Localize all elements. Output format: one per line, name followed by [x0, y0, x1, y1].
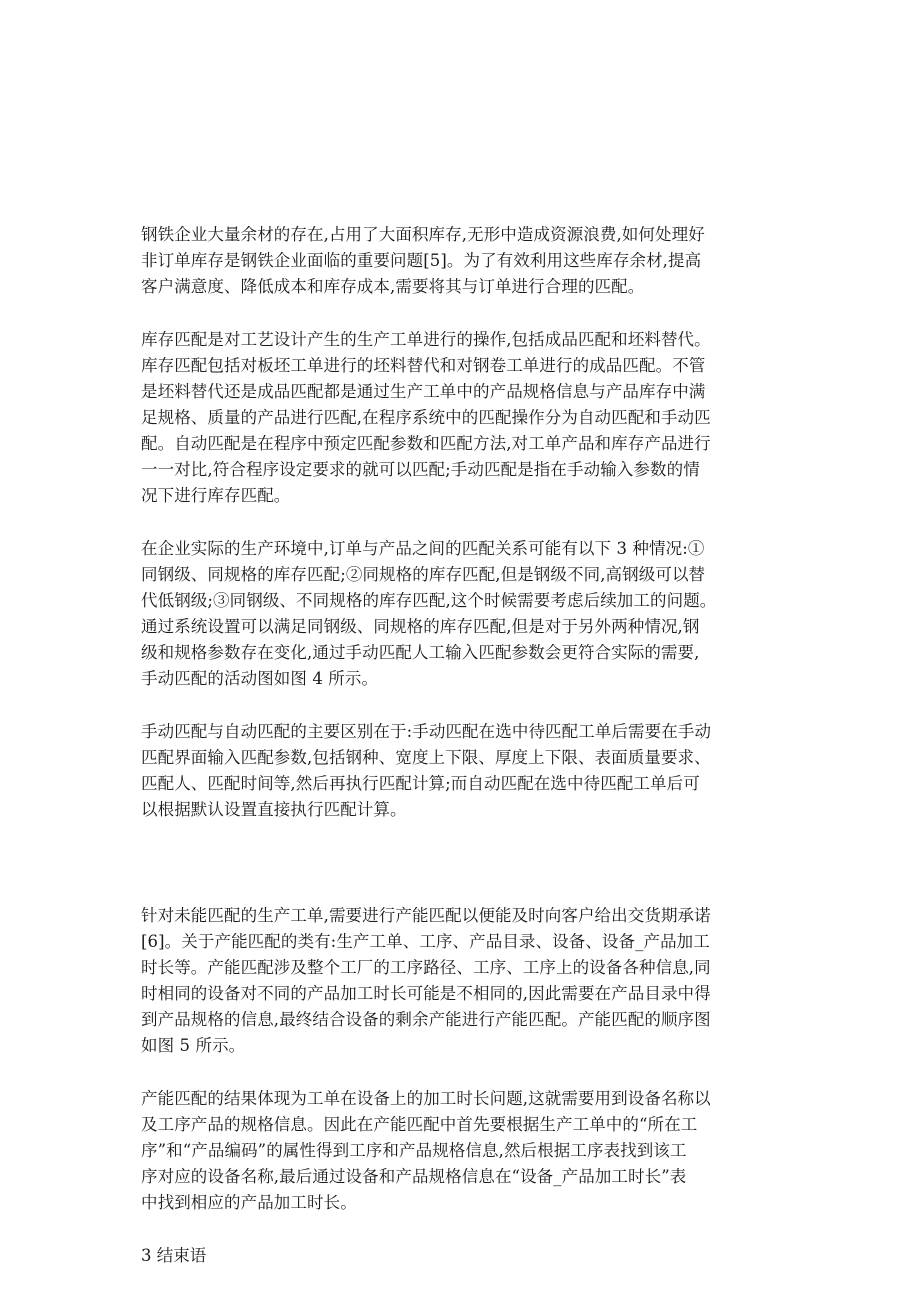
- text-line: 序”和“产品编码”的属性得到工序和产品规格信息,然后根据工序表找到该工: [141, 1141, 687, 1160]
- text-line: [6]。关于产能匹配的类有:生产工单、工序、产品目录、设备、设备_产品加工: [141, 932, 710, 951]
- text-line: 同钢级、同规格的库存匹配;②同规格的库存匹配,但是钢级不同,高钢级可以替: [141, 565, 706, 584]
- paragraph-gap: [141, 1216, 783, 1243]
- text-line: 时长等。产能匹配涉及整个工厂的工序路径、工序、工序上的设备各种信息,同: [141, 958, 711, 977]
- text-line: 是坯料替代还是成品匹配都是通过生产工单中的产品规格信息与产品库存中满: [141, 382, 706, 401]
- text-line: 针对未能匹配的生产工单,需要进行产能匹配以便能及时向客户给出交货期承诺: [141, 906, 711, 925]
- text-line: 况下进行库存匹配。: [141, 486, 291, 505]
- paragraph-gap: [141, 1059, 783, 1086]
- text-line: 一一对比,符合程序设定要求的就可以匹配;手动匹配是指在手动输入参数的情: [141, 460, 700, 479]
- paragraph-capacity-result: [141, 1086, 783, 1216]
- text-line: 库存匹配是对工艺设计产生的生产工单进行的操作,包括成品匹配和坯料替代。: [141, 330, 711, 349]
- paragraph-manual-vs-auto: [141, 719, 783, 823]
- text-line: 级和规格参数存在变化,通过手动匹配人工输入匹配参数会更符合实际的需要,: [141, 643, 700, 662]
- text-line: 以根据默认设置直接执行匹配计算。: [141, 800, 407, 819]
- paragraph-gap: [141, 692, 783, 719]
- text-line: 库存匹配包括对板坯工单进行的坯料替代和对钢卷工单进行的成品匹配。不管: [141, 356, 706, 375]
- text-line: 通过系统设置可以满足同钢级、同规格的库存匹配,但是对于另外两种情况,钢: [141, 617, 700, 636]
- text-line: 手动匹配与自动匹配的主要区别在于:手动匹配在选中待匹配工单后需要在手动: [141, 722, 712, 741]
- text-line: 匹配人、匹配时间等,然后再执行匹配计算;而自动匹配在选中待匹配工单后可: [141, 774, 700, 793]
- text-line: 中找到相应的产品加工时长。: [141, 1193, 357, 1212]
- text-line: 及工序产品的规格信息。因此在产能匹配中首先要根据生产工单中的“所在工: [141, 1115, 698, 1134]
- document-page: [141, 222, 783, 1269]
- paragraph-gap: [141, 300, 783, 327]
- paragraph-surplus-inventory: [141, 222, 783, 300]
- section-heading-conclusion: 3 结束语: [141, 1246, 207, 1265]
- paragraph-inventory-matching: [141, 327, 783, 509]
- section-gap: [141, 823, 783, 903]
- text-line: 非订单库存是钢铁企业面临的重要问题[5]。为了有效利用这些库存余材,提高: [141, 251, 702, 270]
- text-line: 配。自动匹配是在程序中预定匹配参数和匹配方法,对工单产品和库存产品进行: [141, 434, 711, 453]
- paragraph-gap: [141, 509, 783, 536]
- text-line: 代低钢级;③同钢级、不同规格的库存匹配,这个时候需要考虑后续加工的问题。: [141, 591, 717, 610]
- text-line: 客户满意度、降低成本和库存成本,需要将其与订单进行合理的匹配。: [141, 277, 645, 296]
- text-line: 到产品规格的信息,最终结合设备的剩余产能进行产能匹配。产能匹配的顺序图: [141, 1010, 711, 1029]
- text-line: 足规格、质量的产品进行匹配,在程序系统中的匹配操作分为自动匹配和手动匹: [141, 408, 711, 427]
- text-line: 产能匹配的结果体现为工单在设备上的加工时长问题,这就需要用到设备名称以: [141, 1089, 711, 1108]
- paragraph-capacity-matching: [141, 903, 783, 1059]
- text-line: 手动匹配的活动图如图 4 所示。: [141, 669, 379, 688]
- paragraph-matching-cases: [141, 536, 783, 692]
- text-line: 钢铁企业大量余材的存在,占用了大面积库存,无形中造成资源浪费,如何处理好: [141, 225, 705, 244]
- text-line: 匹配界面输入匹配参数,包括钢种、宽度上下限、厚度上下限、表面质量要求、: [141, 748, 711, 767]
- text-line: 时相同的设备对不同的产品加工时长可能是不相同的,因此需要在产品目录中得: [141, 984, 711, 1003]
- text-line: 如图 5 所示。: [141, 1036, 246, 1055]
- text-line: 在企业实际的生产环境中,订单与产品之间的匹配关系可能有以下 3 种情况:①: [141, 539, 705, 558]
- text-line: 序对应的设备名称,最后通过设备和产品规格信息在“设备_产品加工时长”表: [141, 1167, 687, 1186]
